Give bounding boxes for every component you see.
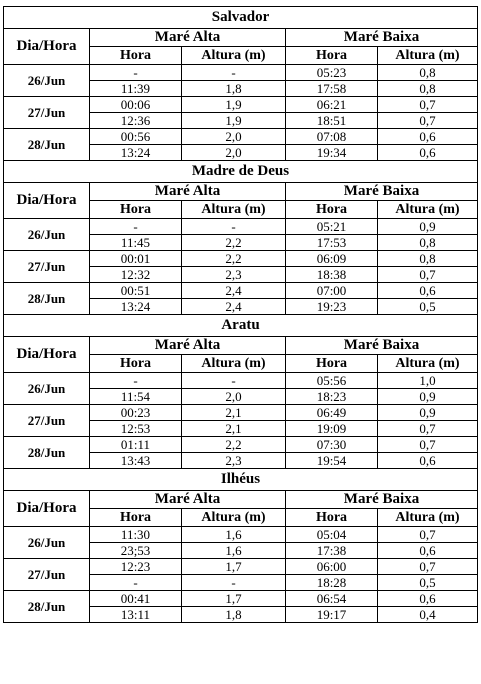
day-label: 26/Jun <box>4 219 90 251</box>
low-hour-header: Hora <box>286 201 378 219</box>
low-tide-height: 0,7 <box>378 559 478 575</box>
high-tide-hour: 11:39 <box>90 81 182 97</box>
low-tide-height: 0,6 <box>378 591 478 607</box>
location-name: Aratu <box>4 315 478 337</box>
high-tide-height: 1,7 <box>182 591 286 607</box>
high-tide-hour: 13:24 <box>90 145 182 161</box>
high-tide-height: 1,8 <box>182 81 286 97</box>
low-tide-height: 0,6 <box>378 129 478 145</box>
low-tide-height: 0,8 <box>378 65 478 81</box>
low-tide-hour: 18:38 <box>286 267 378 283</box>
low-tide-hour: 17:53 <box>286 235 378 251</box>
day-label: 27/Jun <box>4 251 90 283</box>
high-tide-hour: 12:36 <box>90 113 182 129</box>
high-tide-hour: - <box>90 373 182 389</box>
low-tide-hour: 06:21 <box>286 97 378 113</box>
low-tide-height: 0,8 <box>378 251 478 267</box>
table-row <box>4 65 478 81</box>
low-tide-hour: 06:54 <box>286 591 378 607</box>
high-tide-height: 2,0 <box>182 129 286 145</box>
low-tide-height: 0,7 <box>378 437 478 453</box>
table-row <box>4 373 478 389</box>
day-label: 28/Jun <box>4 129 90 161</box>
high-tide-header: Maré Alta <box>90 337 286 355</box>
low-tide-height: 0,8 <box>378 235 478 251</box>
low-tide-height: 0,5 <box>378 575 478 591</box>
low-tide-hour: 18:23 <box>286 389 378 405</box>
high-tide-height: 2,1 <box>182 421 286 437</box>
table-row <box>4 97 478 113</box>
low-tide-height: 0,7 <box>378 97 478 113</box>
high-height-header: Altura (m) <box>182 201 286 219</box>
tide-table-body <box>4 7 478 623</box>
low-tide-header: Maré Baixa <box>286 491 478 509</box>
low-tide-hour: 06:00 <box>286 559 378 575</box>
high-tide-height: 2,2 <box>182 437 286 453</box>
high-tide-height: 1,6 <box>182 527 286 543</box>
location-title-row <box>4 161 478 183</box>
location-name: Ilhéus <box>4 469 478 491</box>
low-tide-hour: 05:56 <box>286 373 378 389</box>
high-tide-hour: 00:51 <box>90 283 182 299</box>
day-label: 26/Jun <box>4 373 90 405</box>
high-tide-height: - <box>182 373 286 389</box>
high-tide-height: 2,0 <box>182 145 286 161</box>
low-tide-hour: 05:21 <box>286 219 378 235</box>
high-tide-hour: 01:11 <box>90 437 182 453</box>
day-label: 27/Jun <box>4 97 90 129</box>
low-tide-hour: 06:49 <box>286 405 378 421</box>
day-label: 28/Jun <box>4 283 90 315</box>
high-tide-hour: 13:11 <box>90 607 182 623</box>
high-tide-height: 1,6 <box>182 543 286 559</box>
high-tide-hour: 00:01 <box>90 251 182 267</box>
low-tide-height: 0,4 <box>378 607 478 623</box>
high-height-header: Altura (m) <box>182 355 286 373</box>
low-tide-header: Maré Baixa <box>286 337 478 355</box>
high-tide-header: Maré Alta <box>90 29 286 47</box>
low-tide-hour: 07:08 <box>286 129 378 145</box>
low-tide-height: 0,9 <box>378 405 478 421</box>
table-row <box>4 405 478 421</box>
low-tide-hour: 19:17 <box>286 607 378 623</box>
day-label: 28/Jun <box>4 591 90 623</box>
high-tide-height: 2,2 <box>182 251 286 267</box>
high-tide-hour: 13:24 <box>90 299 182 315</box>
location-title-row <box>4 7 478 29</box>
low-tide-hour: 19:34 <box>286 145 378 161</box>
day-label: 26/Jun <box>4 65 90 97</box>
high-tide-hour: 00:23 <box>90 405 182 421</box>
high-tide-header: Maré Alta <box>90 491 286 509</box>
low-tide-header: Maré Baixa <box>286 29 478 47</box>
high-tide-hour: - <box>90 575 182 591</box>
high-tide-height: 2,4 <box>182 299 286 315</box>
low-height-header: Altura (m) <box>378 509 478 527</box>
low-height-header: Altura (m) <box>378 201 478 219</box>
low-tide-hour: 19:09 <box>286 421 378 437</box>
high-tide-height: 2,3 <box>182 267 286 283</box>
high-tide-header: Maré Alta <box>90 183 286 201</box>
low-tide-height: 0,6 <box>378 145 478 161</box>
low-tide-height: 0,6 <box>378 283 478 299</box>
table-row <box>4 129 478 145</box>
low-tide-hour: 05:04 <box>286 527 378 543</box>
low-tide-hour: 06:09 <box>286 251 378 267</box>
high-tide-height: 2,2 <box>182 235 286 251</box>
low-height-header: Altura (m) <box>378 47 478 65</box>
high-tide-hour: 12:53 <box>90 421 182 437</box>
high-tide-hour: 00:06 <box>90 97 182 113</box>
low-hour-header: Hora <box>286 509 378 527</box>
day-hour-header: Dia/Hora <box>4 491 90 527</box>
table-row <box>4 283 478 299</box>
table-row <box>4 219 478 235</box>
low-tide-height: 0,7 <box>378 527 478 543</box>
low-tide-hour: 07:30 <box>286 437 378 453</box>
low-tide-hour: 18:28 <box>286 575 378 591</box>
high-tide-hour: 12:32 <box>90 267 182 283</box>
low-tide-hour: 17:38 <box>286 543 378 559</box>
high-tide-height: - <box>182 65 286 81</box>
low-hour-header: Hora <box>286 47 378 65</box>
high-tide-height: 1,7 <box>182 559 286 575</box>
day-hour-header: Dia/Hora <box>4 337 90 373</box>
table-row <box>4 559 478 575</box>
high-tide-hour: - <box>90 65 182 81</box>
low-tide-height: 0,7 <box>378 267 478 283</box>
high-tide-hour: 23;53 <box>90 543 182 559</box>
high-hour-header: Hora <box>90 47 182 65</box>
group-header-row <box>4 491 478 509</box>
low-tide-height: 0,7 <box>378 421 478 437</box>
table-row <box>4 251 478 267</box>
low-tide-hour: 18:51 <box>286 113 378 129</box>
low-tide-height: 0,6 <box>378 453 478 469</box>
group-header-row <box>4 337 478 355</box>
low-tide-hour: 19:23 <box>286 299 378 315</box>
high-tide-height: 2,0 <box>182 389 286 405</box>
low-tide-hour: 19:54 <box>286 453 378 469</box>
low-hour-header: Hora <box>286 355 378 373</box>
low-tide-hour: 17:58 <box>286 81 378 97</box>
low-tide-height: 1,0 <box>378 373 478 389</box>
high-tide-height: 1,8 <box>182 607 286 623</box>
high-tide-height: 2,3 <box>182 453 286 469</box>
day-label: 27/Jun <box>4 559 90 591</box>
table-row <box>4 527 478 543</box>
high-tide-hour: 11:30 <box>90 527 182 543</box>
high-tide-height: 1,9 <box>182 113 286 129</box>
day-label: 28/Jun <box>4 437 90 469</box>
low-tide-height: 0,8 <box>378 81 478 97</box>
high-height-header: Altura (m) <box>182 47 286 65</box>
day-hour-header: Dia/Hora <box>4 29 90 65</box>
high-height-header: Altura (m) <box>182 509 286 527</box>
group-header-row <box>4 29 478 47</box>
day-label: 26/Jun <box>4 527 90 559</box>
high-tide-hour: 00:56 <box>90 129 182 145</box>
high-tide-height: 2,1 <box>182 405 286 421</box>
day-label: 27/Jun <box>4 405 90 437</box>
day-hour-header: Dia/Hora <box>4 183 90 219</box>
high-tide-height: 1,9 <box>182 97 286 113</box>
high-hour-header: Hora <box>90 509 182 527</box>
location-name: Madre de Deus <box>4 161 478 183</box>
table-row <box>4 591 478 607</box>
high-tide-height: - <box>182 575 286 591</box>
high-hour-header: Hora <box>90 201 182 219</box>
location-title-row <box>4 469 478 491</box>
high-tide-hour: - <box>90 219 182 235</box>
high-hour-header: Hora <box>90 355 182 373</box>
low-tide-height: 0,7 <box>378 113 478 129</box>
high-tide-hour: 13:43 <box>90 453 182 469</box>
low-tide-height: 0,5 <box>378 299 478 315</box>
high-tide-height: 2,4 <box>182 283 286 299</box>
group-header-row <box>4 183 478 201</box>
high-tide-hour: 11:45 <box>90 235 182 251</box>
high-tide-height: - <box>182 219 286 235</box>
location-title-row <box>4 315 478 337</box>
low-tide-hour: 05:23 <box>286 65 378 81</box>
location-name: Salvador <box>4 7 478 29</box>
high-tide-hour: 00:41 <box>90 591 182 607</box>
high-tide-hour: 11:54 <box>90 389 182 405</box>
low-tide-header: Maré Baixa <box>286 183 478 201</box>
tide-table <box>3 6 478 623</box>
low-tide-height: 0,9 <box>378 219 478 235</box>
low-height-header: Altura (m) <box>378 355 478 373</box>
low-tide-hour: 07:00 <box>286 283 378 299</box>
low-tide-height: 0,6 <box>378 543 478 559</box>
low-tide-height: 0,9 <box>378 389 478 405</box>
table-row <box>4 437 478 453</box>
high-tide-hour: 12:23 <box>90 559 182 575</box>
